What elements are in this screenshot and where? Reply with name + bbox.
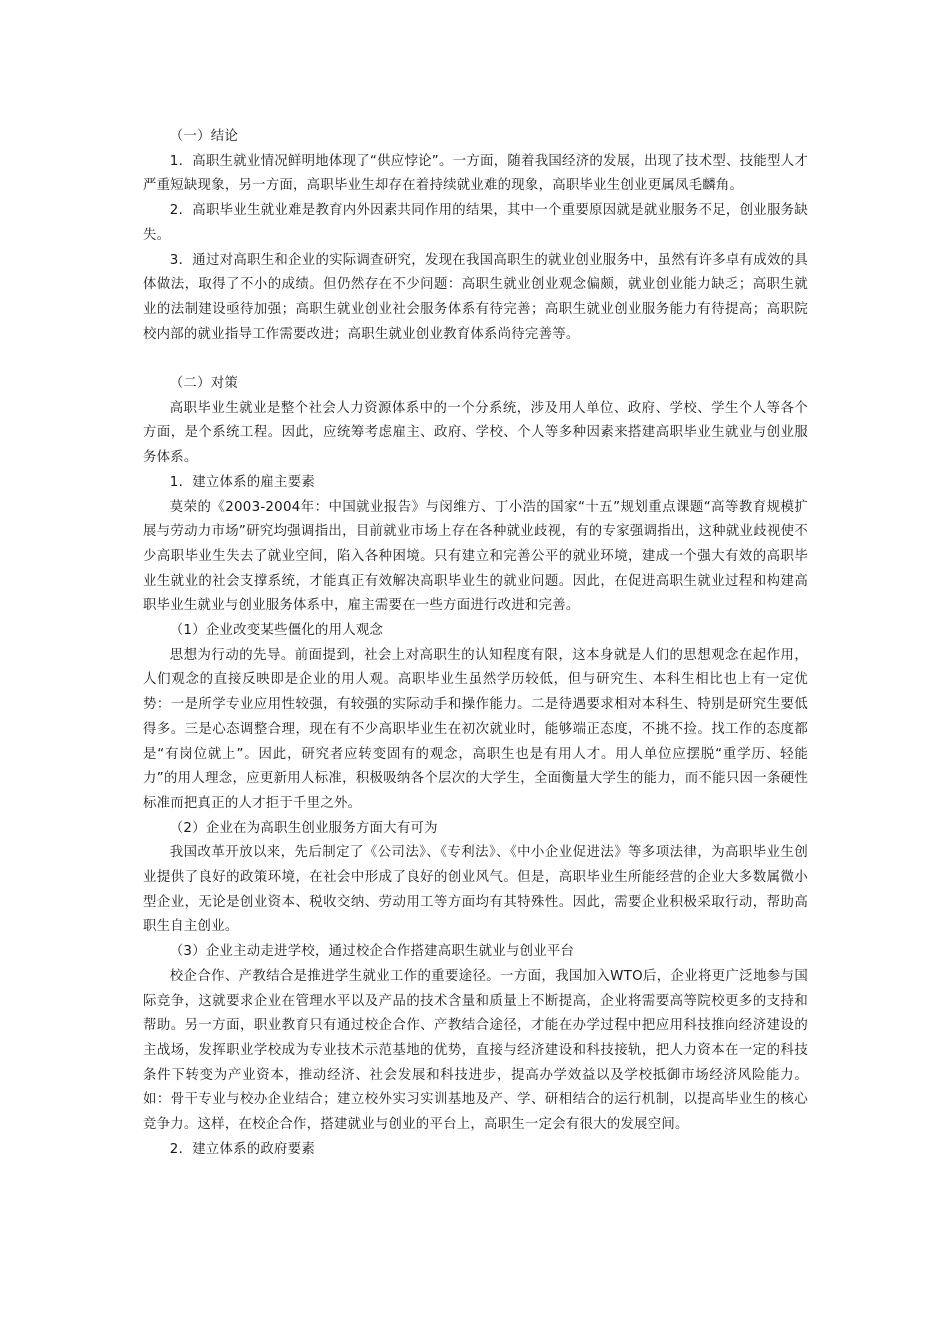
document-body (143, 125, 808, 1163)
section-spacer (143, 347, 808, 372)
subsection-2-title: （2）企业在为高职生创业服务方面大有可为 (169, 820, 438, 836)
subsection-1-body: 思想为行动的先导。前面提到，社会上对高职生的认知程度有限，这本身就是人们的思想观念在起作用，人们观念的直接反映即是企业的用人观。高职毕业生虽然学历较低，但与研究生、本科生相比也上有一定优势：一是所学专业应用性较强，有较强的实际动手和操作能力。二是待遇要求相对本科生、特别是研究生要低得多。三是心态调整合理，现在有不少高职毕业生在初次就业时，能够端正态度，不挑不捡。找工作的态度都是“有岗位就上”。因此，研究者应转变固有的观念，高职生也是有用人才。用人单位应摆脱“重学历、轻能力”的用人理念，应更新用人标准，积极吸纳各个层次的大学生，全面衡量大学生的能力，而不能只因一条硬性标准而把真正的人才拒于千里之外。 (143, 647, 808, 811)
government-section-title: 2．建立体系的政府要素 (169, 1141, 315, 1157)
conclusion-item-3: 3．通过对高职生和企业的实际调查研究，发现在我国高职生的就业创业服务中，虽然有许多卓有成效的具体做法，取得了不小的成绩。但仍然存在不少问题：高职生就业创业观念偏颇，就业创业能力缺乏；高职生就业的法制建设亟待加强；高职生就业创业社会服务体系有待完善；高职生就业创业服务能力有待提高；高职院校内部的就业指导工作需要改进；高职生就业创业教育体系尚待完善等。 (143, 252, 808, 342)
subsection-3-body: 校企合作、产教结合是推进学生就业工作的重要途径。一方面，我国加入WTO后，企业将更广泛地参与国际竞争，这就要求企业在管理水平以及产品的技术含量和质量上不断提高，企业将需要高等院校更多的支持和帮助。另一方面，职业教育只有通过校企合作、产教结合途径，才能在办学过程中把应用科技推向经济建设的主战场，发挥职业学校成为专业技术示范基地的优势，直接与经济建设和科技接轨，把人力资本在一定的科技条件下转变为产业资本，推动经济、社会发展和科技进步，提高办学效益以及学校抵御市场经济风险能力。如：骨干专业与校办企业结合；建立校外实习实训基地及产、学、研相结合的运行机制，以提高毕业生的核心竞争力。这样，在校企合作，搭建就业与创业的平台上，高职生一定会有很大的发展空间。 (143, 968, 808, 1133)
subsection-3-title: （3）企业主动走进学校，通过校企合作搭建高职生就业与创业平台 (169, 944, 575, 960)
conclusion-heading: （一）结论 (169, 129, 238, 144)
subsection-1-title: （1）企业改变某些僵化的用人观念 (169, 623, 384, 639)
employer-section-title: 1．建立体系的雇主要素 (169, 474, 315, 490)
subsection-2-body: 我国改革开放以来，先后制定了《公司法》、《专利法》、《中小企业促进法》等多项法律，为高职毕业生创业提供了良好的政策环境，在社会中形成了良好的创业风气。但是，高职毕业生所能经营的企业大多数属微小型企业，无论是创业资本、税收交纳、劳动用工等方面均有其特殊性。因此，需要企业积极采取行动，帮助高职生自主创业。 (143, 845, 808, 935)
conclusion-item-2: 2．高职毕业生就业难是教育内外因素共同作用的结果，其中一个重要原因就是就业服务不足，创业服务缺失。 (143, 203, 808, 243)
countermeasures-intro: 高职毕业生就业是整个社会人力资源体系中的一个分系统，涉及用人单位、政府、学校、学生个人等各个方面，是个系统工程。因此，应统筹考虑雇主、政府、学校、个人等多种因素来搭建高职毕业生就业与创业服务体系。 (143, 400, 808, 466)
countermeasures-heading: （二）对策 (169, 376, 238, 392)
conclusion-item-1: 1．高职生就业情况鲜明地体现了“供应悖论”。一方面，随着我国经济的发展，出现了技术型、技能型人才严重短缺现象，另一方面，高职毕业生却存在着持续就业难的现象，高职毕业生创业更属凤毛麟角。 (143, 153, 808, 194)
employer-section-body: 莫荣的《2003-2004年：中国就业报告》与闵维方、丁小浩的国家“十五”规划重点课题“高等教育规模扩展与劳动力市场”研究均强调指出，目前就业市场上存在各种就业歧视，有的专家强调指出，这种就业歧视使不少高职毕业生失去了就业空间，陷入各种困境。只有建立和完善公平的就业环境，建成一个强大有效的高职毕业生就业的社会支撑系统，才能真正有效解决高职毕业生的就业问题。因此，在促进高职生就业过程和构建高职毕业生就业与创业服务体系中，雇主需要在一些方面进行改进和完善。 (143, 499, 808, 614)
